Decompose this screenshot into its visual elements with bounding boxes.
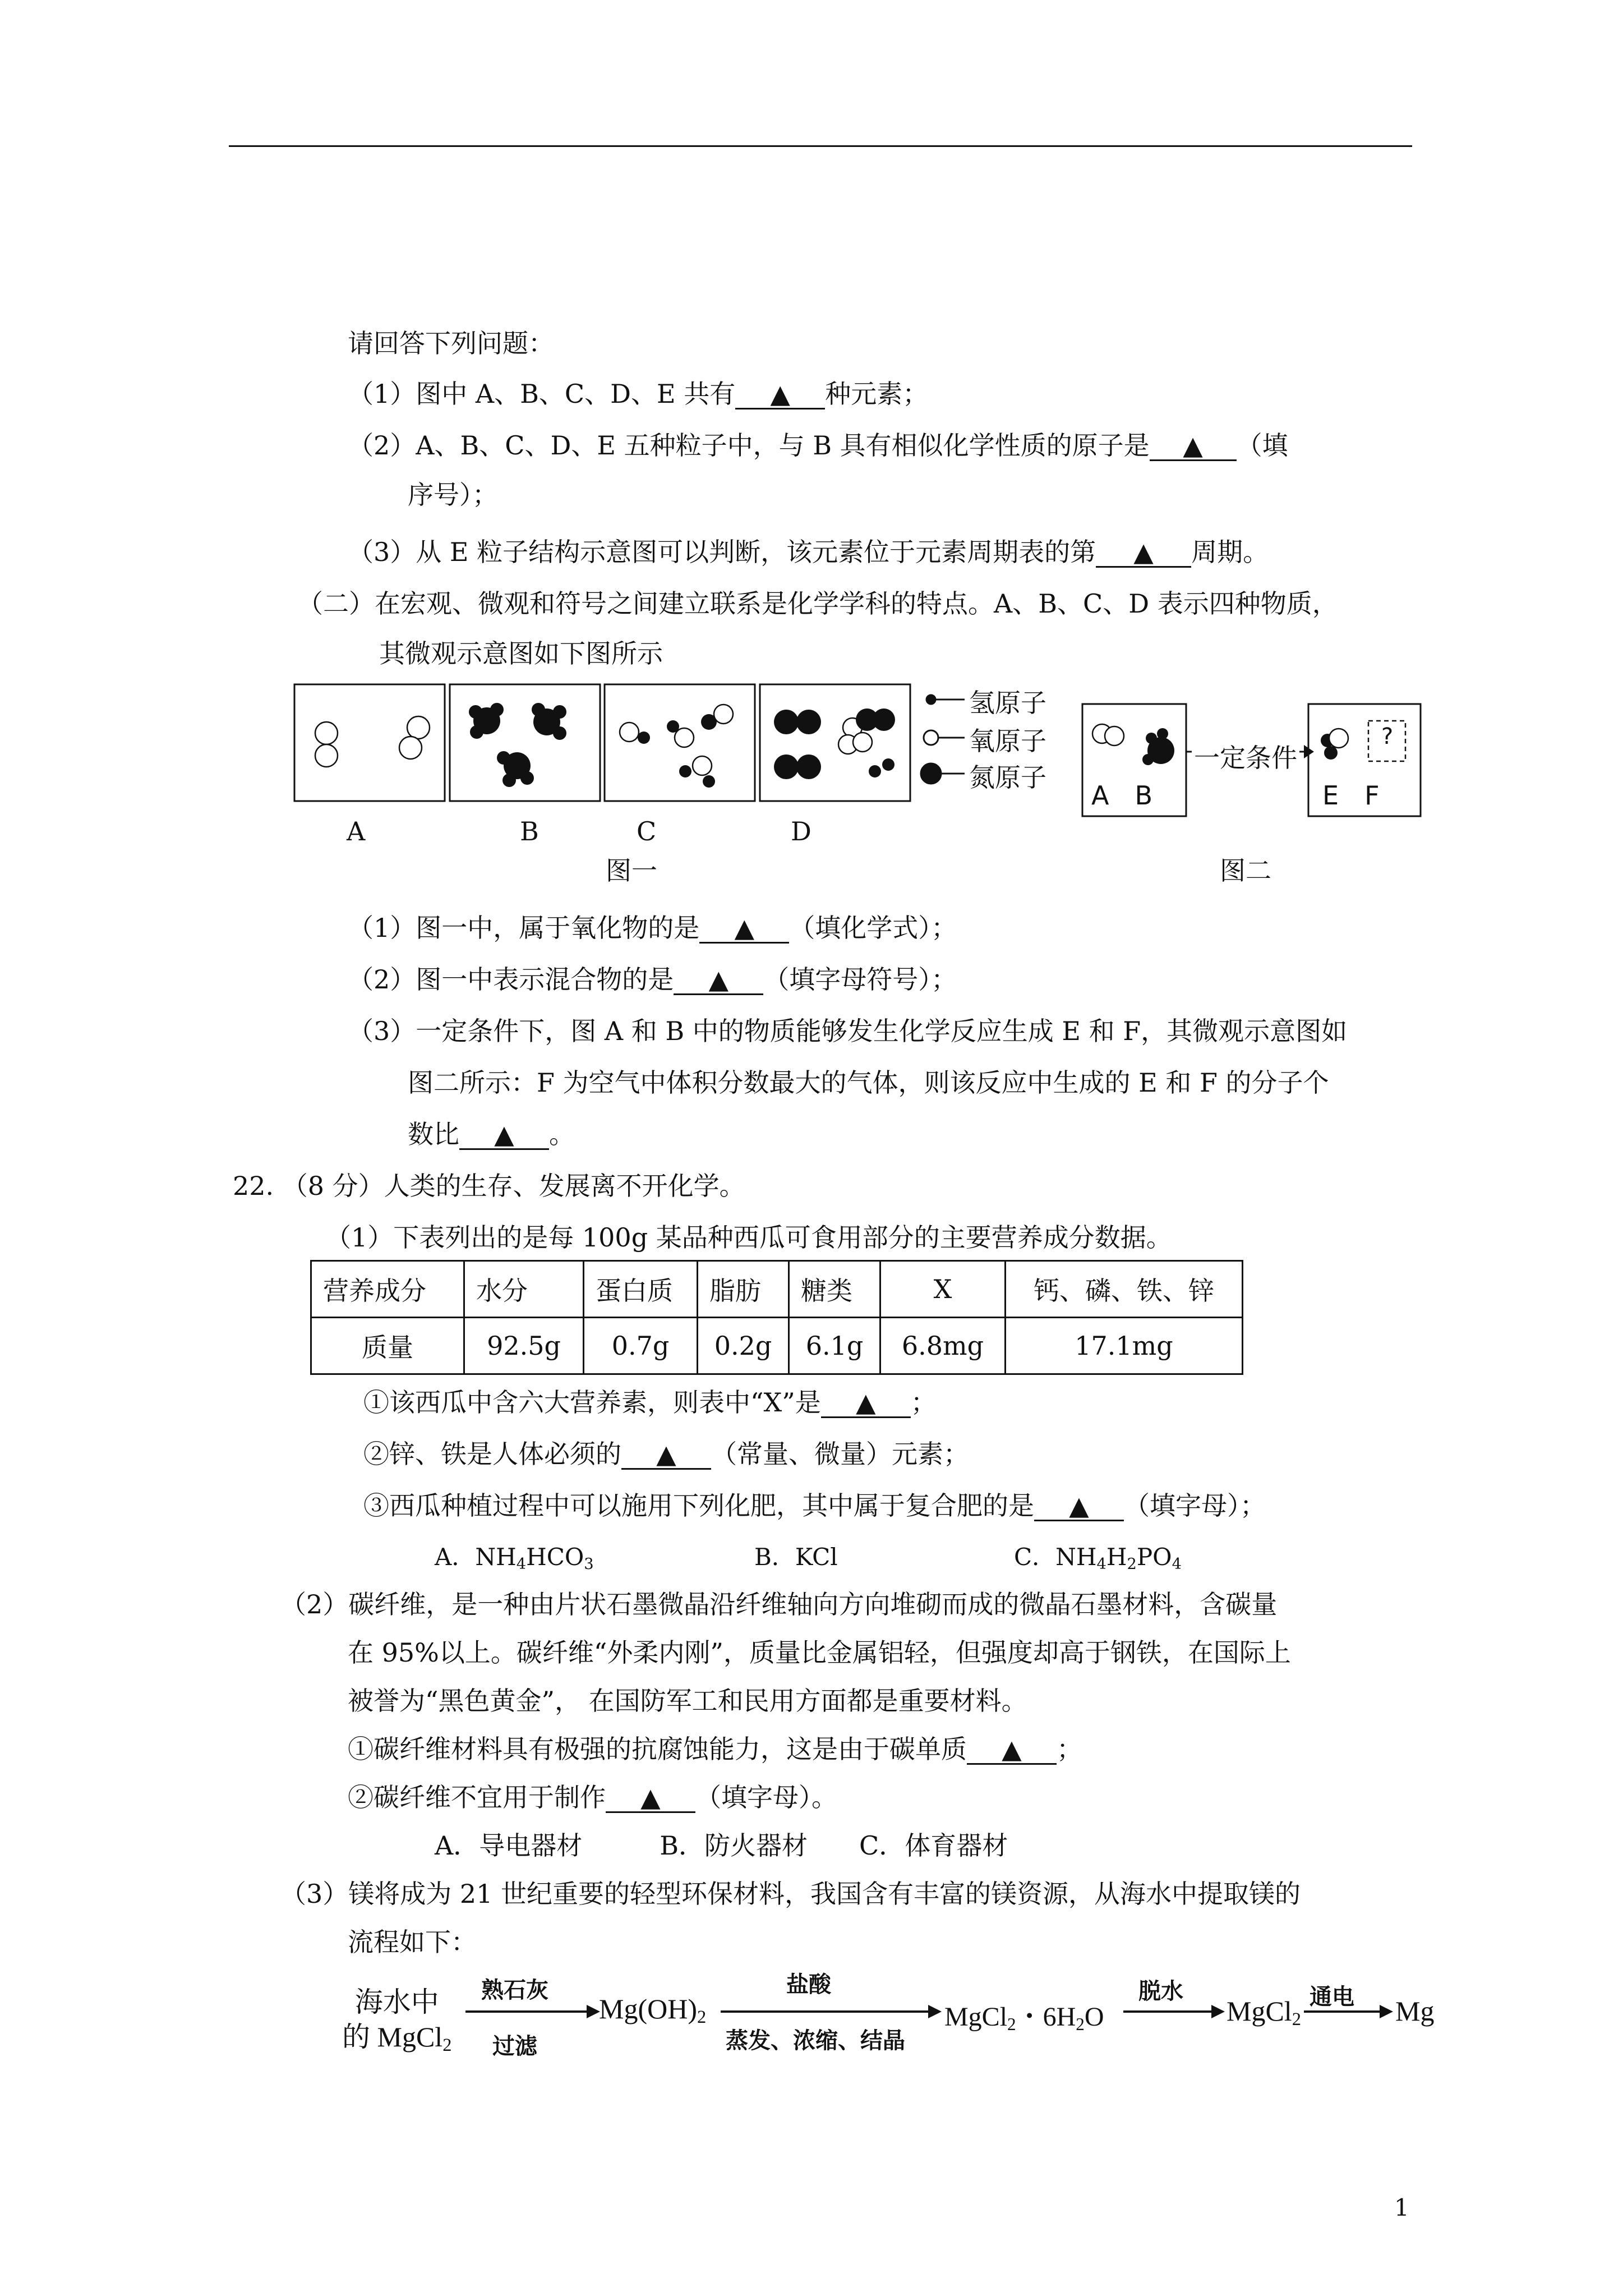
- answer-blank[interactable]: [1096, 538, 1191, 568]
- table-cell: 营养成分: [311, 1261, 464, 1318]
- arrow-head-icon: [587, 2005, 600, 2018]
- answer-blank[interactable]: [1034, 1492, 1124, 1521]
- question-2: [348, 429, 1288, 462]
- legend-hydrogen: 氢原子: [969, 688, 1046, 718]
- answer-blank[interactable]: [821, 1388, 911, 1418]
- flow-mgoh2: $Mg(OH)_2$: [599, 1993, 707, 2028]
- table-cell: 钙、磷、铁、锌: [1006, 1261, 1243, 1318]
- flow-arrow-3: [1123, 2010, 1213, 2013]
- triangle-icon: ▲: [494, 1119, 514, 1149]
- answer-blank[interactable]: [606, 1783, 695, 1813]
- legend-oxygen: 氧原子: [969, 726, 1046, 756]
- table-cell: 质量: [311, 1318, 464, 1374]
- table-cell: 蛋白质: [584, 1261, 698, 1318]
- ammonia-molecule-icon: [469, 703, 566, 787]
- sub-question-1: [363, 1386, 937, 1419]
- option-a[interactable]: A．$NH_4HCO_3$: [435, 1543, 594, 1573]
- question-text: 数比: [408, 1119, 459, 1149]
- table-cell: 17.1mg: [1006, 1318, 1243, 1374]
- question-text: （2）A、B、C、D、E 五种粒子中，与 B 具有相似化学性质的原子是: [348, 430, 1150, 461]
- oxygen-atom-icon: [315, 722, 338, 744]
- question-text: 。: [549, 1119, 575, 1149]
- table-cell: 脂肪: [698, 1261, 789, 1318]
- question-text: ①碳纤维材料具有极强的抗腐蚀能力，这是由于碳单质: [348, 1734, 967, 1764]
- triangle-icon: ▲: [734, 913, 754, 943]
- molecules-icon: [774, 708, 895, 779]
- figure-1-label-d: D: [791, 816, 811, 846]
- answer-blank[interactable]: [674, 965, 763, 995]
- question-1: [348, 377, 928, 411]
- question-22-part-2: （2）碳纤维，是一种由片状石墨微晶沿纤维轴向方向堆砌而成的微晶石墨材料，含碳量: [280, 1589, 1278, 1619]
- table-cell: X: [880, 1261, 1006, 1318]
- figure-2-caption: 图二: [1220, 855, 1271, 886]
- question-text: （3）从 E 粒子结构示意图可以判断，该元素位于元素周期表的第: [348, 537, 1096, 567]
- molecules-icon: [620, 705, 733, 788]
- question-text: ③西瓜种植过程中可以施用下列化肥，其中属于复合肥的是: [363, 1490, 1034, 1521]
- ammonia-molecule-icon: [1142, 728, 1174, 765]
- figure-1-label-b: B: [520, 816, 539, 846]
- question-text: （1）图一中，属于氧化物的是: [348, 913, 700, 943]
- question-text: ①该西瓜中含六大营养素，则表中“X”是: [363, 1387, 821, 1418]
- triangle-icon: ▲: [656, 1439, 676, 1469]
- triangle-icon: ▲: [708, 964, 728, 995]
- flow-start: 海水中 的 MgCl$_2$: [342, 1986, 452, 2056]
- arrow-head-icon: [928, 2005, 942, 2018]
- answer-blank[interactable]: [967, 1735, 1057, 1765]
- answer-blank[interactable]: [459, 1120, 549, 1150]
- triangle-icon: ▲: [856, 1387, 876, 1418]
- figure-1-label-a: A: [347, 816, 366, 846]
- table-cell: 水分: [464, 1261, 584, 1318]
- table-cell: 92.5g: [464, 1318, 584, 1374]
- answer-blank[interactable]: [699, 914, 789, 944]
- flow-step-3-top: 脱水: [1138, 1978, 1183, 2004]
- question-text: （填字母）。: [695, 1782, 837, 1812]
- legend-nitrogen: 氮原子: [969, 762, 1046, 793]
- option-b[interactable]: B．KCl: [754, 1543, 838, 1571]
- flow-hydrate: MgCl$_2$・$6H_2O$: [944, 2002, 1104, 2034]
- question-text: （填字母符号）；: [763, 964, 957, 995]
- part-2-question-3-end: [408, 1117, 575, 1151]
- arrow-head-icon: [1380, 2005, 1393, 2018]
- question-text: （常量、微量）元素；: [711, 1439, 969, 1469]
- table-cell: 0.7g: [584, 1318, 698, 1374]
- question-22-heading: 22. （8 分）人类的生存、发展离不开化学。: [233, 1171, 745, 1201]
- table-cell: 6.1g: [789, 1318, 880, 1374]
- answer-blank[interactable]: [735, 380, 825, 409]
- triangle-icon: ▲: [1133, 537, 1154, 567]
- oxygen-atom-icon: [407, 716, 430, 739]
- question-text: （2）图一中表示混合物的是: [348, 964, 674, 995]
- question-22-part-2-line-2: 在 95%以上。碳纤维“外柔内刚”，质量比金属铝轻，但强度却高于钢铁，在国际上: [348, 1637, 1291, 1668]
- figure-2-ab-labels: A B: [1091, 780, 1153, 811]
- question-text: ②碳纤维不宜用于制作: [348, 1782, 606, 1812]
- table-row: [311, 1318, 1243, 1374]
- intro-line: 请回答下列问题：: [348, 328, 554, 358]
- question-2-cont: 序号）；: [408, 480, 498, 510]
- question-text: （填字母）；: [1124, 1490, 1266, 1521]
- triangle-icon: ▲: [640, 1782, 661, 1812]
- figure-2-condition: 一定条件: [1192, 738, 1299, 775]
- question-text: 种元素；: [825, 379, 929, 409]
- flow-arrow-1: [465, 2010, 590, 2013]
- answer-blank[interactable]: [1150, 431, 1237, 461]
- part-2-heading-cont: 其微观示意图如下图所示: [379, 638, 663, 669]
- flow-step-1-bottom: 过滤: [492, 2033, 537, 2059]
- table-cell: 糖类: [789, 1261, 880, 1318]
- figure-1: [292, 682, 1043, 850]
- flow-arrow-4: [1304, 2010, 1382, 2013]
- triangle-icon: ▲: [1183, 430, 1203, 461]
- flow-mgcl2: MgCl$_2$: [1227, 1995, 1301, 2030]
- question-text: （填化学式）；: [789, 913, 957, 943]
- question-22-part-3-line-2: 流程如下：: [348, 1927, 477, 1957]
- flow-mg: Mg: [1395, 1995, 1435, 2027]
- sub-question-d2-options[interactable]: A．导电器材 B．防火器材 C．体育器材: [435, 1830, 1008, 1861]
- flow-step-2-top: 盐酸: [786, 1972, 831, 1998]
- part-2-question-1: [348, 911, 957, 945]
- sub-question-d2: [348, 1780, 837, 1814]
- question-22-part-1: （1）下表列出的是每 100g 某品种西瓜可食用部分的主要营养成分数据。: [325, 1222, 1172, 1253]
- box-a: [294, 684, 445, 801]
- box-d: [760, 684, 910, 801]
- legend: [921, 695, 965, 784]
- answer-blank[interactable]: [621, 1440, 711, 1470]
- part-2-question-2: [348, 963, 957, 996]
- flow-step-4-top: 通电: [1310, 1984, 1354, 2010]
- nutrition-table: [310, 1260, 1243, 1375]
- question-3: [348, 535, 1269, 569]
- arrow-head-icon: [1211, 2005, 1225, 2018]
- oxygen-atom-icon: [399, 737, 422, 759]
- triangle-icon: ▲: [770, 379, 790, 409]
- part-2-heading: （二）在宏观、微观和符号之间建立联系是化学学科的特点。A、B、C、D 表示四种物质，: [297, 588, 1338, 619]
- part-2-question-3: （3）一定条件下，图 A 和 B 中的物质能够发生化学反应生成 E 和 F，其微观示意图如: [348, 1016, 1348, 1046]
- table-cell: 0.2g: [698, 1318, 789, 1374]
- table-cell: 6.8mg: [880, 1318, 1006, 1374]
- question-text: （填: [1236, 430, 1288, 461]
- question-text: ②锌、铁是人体必须的: [363, 1439, 621, 1469]
- figure-1-label-c: C: [637, 816, 657, 846]
- sub-question-2: [363, 1437, 969, 1471]
- question-22-part-3: （3）镁将成为 21 世纪重要的轻型环保材料，我国含有丰富的镁资源，从海水中提取镁的: [280, 1879, 1301, 1909]
- part-2-question-3-cont: 图二所示：F 为空气中体积分数最大的气体，则该反应中生成的 E 和 F 的分子个: [408, 1068, 1329, 1098]
- flow-step-2-bottom: 蒸发、浓缩、结晶: [726, 2028, 905, 2054]
- question-text: ；: [910, 1387, 937, 1418]
- sub-question-d1: [348, 1732, 1082, 1766]
- figure-2-question-mark: ?: [1381, 724, 1394, 749]
- triangle-icon: ▲: [1002, 1734, 1022, 1764]
- flow-step-1-top: 熟石灰: [481, 1977, 548, 2003]
- sub-question-3: [363, 1489, 1266, 1522]
- question-22-part-2-line-3: 被誉为“黑色黄金”， 在国防军工和民用方面都是重要材料。: [348, 1686, 1027, 1716]
- table-row: [311, 1261, 1243, 1318]
- oxygen-atom-icon: [1105, 726, 1124, 746]
- flow-arrow-2: [721, 2010, 930, 2013]
- oxygen-atom-icon: [315, 744, 338, 767]
- triangle-icon: ▲: [1069, 1490, 1089, 1521]
- header-rule: [229, 145, 1412, 147]
- figure-2-ef-labels: E F: [1322, 780, 1380, 811]
- question-text: ；: [1057, 1734, 1082, 1764]
- question-text: 周期。: [1191, 537, 1269, 567]
- option-c[interactable]: C．$NH_4H_2PO_4$: [1014, 1543, 1182, 1573]
- page-number: 1: [1394, 2194, 1409, 2221]
- question-text: （1）图中 A、B、C、D、E 共有: [348, 379, 736, 409]
- figure-1-caption: 图一: [606, 855, 657, 886]
